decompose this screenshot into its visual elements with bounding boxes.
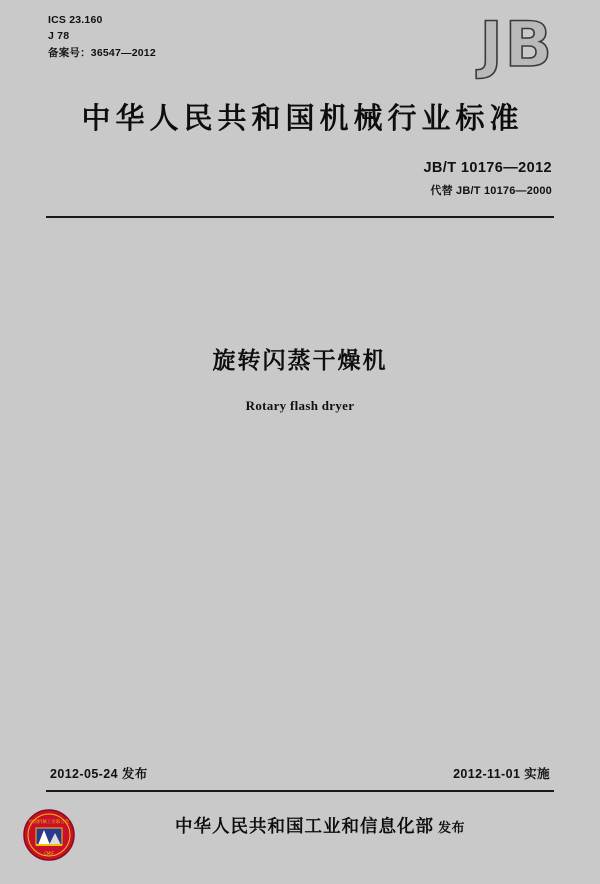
divider-bottom — [46, 790, 554, 792]
page-title: 中华人民共和国机械行业标准 — [81, 101, 524, 135]
ics-code: ICS 23.160 — [48, 14, 103, 26]
svg-text:CMIF: CMIF — [44, 851, 54, 856]
document-title-chinese: 旋转闪蒸干燥机 — [212, 348, 388, 374]
document-title-english: Rotary flash dryer — [245, 398, 355, 413]
publisher-suffix: 发布 — [437, 821, 465, 836]
publisher-name: 中华人民共和国工业和信息化部 — [174, 817, 434, 837]
standard-code-block — [423, 160, 552, 198]
standard-number: JB/T 10176—2012 — [423, 160, 552, 176]
svg-text:中国机械工业联合会: 中国机械工业联合会 — [28, 820, 70, 825]
national-emblem-icon — [22, 808, 76, 862]
implementation-date: 2012-11-01 实施 — [453, 767, 550, 781]
publisher-line — [0, 813, 600, 838]
meta-block — [48, 12, 156, 61]
issue-date: 2012-05-24 发布 — [50, 767, 148, 781]
record-number: 备案号：36547—2012 — [48, 46, 156, 59]
divider-top — [46, 216, 554, 218]
standard-replaces: 代替 JB/T 10176—2000 — [430, 185, 552, 197]
national-emblem-icon-svg — [22, 808, 76, 862]
classification-code: J 78 — [48, 30, 70, 43]
jb-logo: JB — [479, 8, 554, 81]
